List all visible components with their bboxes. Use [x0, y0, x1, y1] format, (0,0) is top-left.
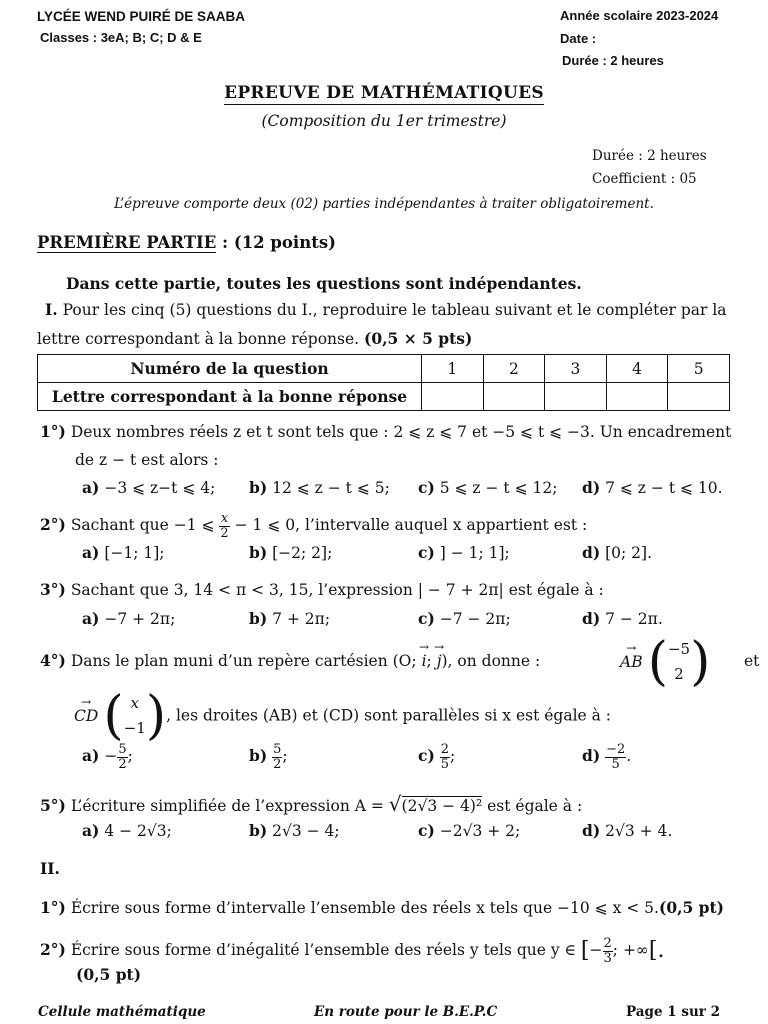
option-letter: c) [418, 746, 435, 766]
fraction-denominator: 5 [440, 756, 449, 772]
part2-q2-number: 2°) [40, 940, 66, 960]
vector-cd-coords [124, 691, 146, 742]
duration-label: Durée : 2 heures [562, 53, 664, 68]
instruction-line2 [37, 330, 472, 349]
table-row [38, 383, 730, 411]
section-label-II: II. [40, 859, 60, 878]
q1-line1 [40, 423, 731, 442]
table-header-question-number: Numéro de la question [38, 355, 422, 383]
q1-text2: de z − t est alors : [75, 451, 219, 469]
section-label-I: I. [45, 300, 58, 319]
q4-line1: 4°) Dans le plan muni d’un repère cartésien (O; → i; → j), on donne : [40, 652, 540, 671]
vector-i: → i [422, 652, 427, 671]
fraction-numerator: x [220, 511, 229, 526]
fraction-denominator: 2 [273, 756, 282, 772]
option-letter: b) [249, 746, 268, 766]
option-letter: c) [418, 543, 435, 562]
date-label: Date : [560, 31, 597, 46]
q5-option-d [582, 821, 672, 840]
fraction-numerator: 2 [440, 742, 449, 757]
fraction-denominator: 2 [118, 756, 127, 772]
q5-text2: est égale à : [487, 797, 583, 815]
option-letter: d) [582, 609, 601, 628]
q3-option-c [418, 609, 511, 628]
q2-line [40, 512, 587, 540]
part2-q1-text: Écrire sous forme d’intervalle l’ensemble des réels x tels que −10 ⩽ x < 5. [70, 899, 659, 917]
vector-cd-x: x [130, 693, 139, 712]
q2-number: 2°) [40, 515, 66, 535]
q2-text-after: − 1 ⩽ 0, l’intervalle auquel x appartient est : [234, 516, 588, 535]
vector-j: → j [437, 652, 442, 671]
interval-fraction [603, 937, 613, 965]
q2-fraction [219, 512, 229, 540]
q4-option-d [582, 743, 631, 771]
option-text: 4 − 2√3; [104, 822, 172, 840]
table-cell-number: 3 [545, 355, 607, 383]
q5-radicand: (2√3 − 4)² [401, 797, 483, 815]
table-cell-answer [668, 383, 730, 411]
classes-label: Classes : 3eA; B; C; D & E [40, 30, 202, 45]
option-letter: b) [249, 478, 268, 497]
option-text: 5 ⩽ z − t ⩽ 12; [439, 479, 558, 497]
q3-option-a [82, 609, 175, 628]
instruction-points: (0,5 × 5 pts) [364, 329, 473, 348]
option-letter: a) [82, 478, 100, 497]
interval-open: [ [580, 937, 590, 963]
option-letter: c) [418, 821, 435, 840]
option-end: ; [450, 747, 456, 766]
school-name: LYCÉE WEND PUIRÉ DE SAABA [37, 9, 246, 24]
q2-text-before: Sachant que −1 ⩽ [70, 516, 215, 535]
interval-close: [. [648, 937, 665, 963]
option-letter: a) [82, 609, 100, 628]
q4-et: et [744, 652, 760, 670]
q1-option-a [82, 478, 215, 497]
option-text: 7 + 2π; [272, 610, 331, 628]
q5-option-b [249, 821, 340, 840]
part2-q2-points: (0,5 pt) [76, 965, 142, 984]
option-end: ; [127, 747, 133, 766]
option-sign: − [104, 747, 118, 766]
q5-option-c [418, 821, 520, 840]
instruction-text1: Pour les cinq (5) questions du I., reproduire le tableau suivant et le compléter par la [62, 301, 727, 319]
fraction-numerator: −2 [606, 742, 626, 757]
part2-q1-line [40, 899, 724, 918]
answer-table [37, 354, 730, 411]
footer-center: En route pour le B.E.P.C [314, 1004, 498, 1020]
q1-number: 1°) [40, 422, 66, 441]
vector-cd: → CD [74, 707, 98, 726]
q3-option-b [249, 609, 330, 628]
table-header-answer-letter: Lettre correspondant à la bonne réponse [38, 383, 422, 411]
option-text: 2√3 − 4; [272, 822, 340, 840]
option-text: −7 − 2π; [439, 610, 511, 628]
option-letter: a) [82, 821, 100, 840]
option-letter: c) [418, 609, 435, 628]
exam-duration: Durée : 2 heures [592, 148, 707, 164]
option-end: . [626, 747, 632, 766]
option-end: ; [282, 747, 288, 766]
option-letter: a) [82, 543, 100, 562]
table-row [38, 355, 730, 383]
exam-subtitle: (Composition du 1er trimestre) [261, 112, 507, 130]
q1-option-b [249, 478, 390, 497]
part1-heading-wrap [37, 233, 336, 252]
q5-number: 5°) [40, 796, 66, 815]
option-text: ] − 1; 1]; [439, 544, 510, 562]
part2-q1-points: (0,5 pt) [658, 898, 725, 917]
q3-line [40, 581, 604, 600]
q5-text1: L’écriture simplifiée de l’expression A = [70, 797, 384, 815]
footer-left: Cellule mathématique [38, 1004, 206, 1020]
option-fraction [440, 743, 450, 771]
table-cell-answer [483, 383, 545, 411]
fraction-numerator: 5 [273, 742, 282, 757]
fraction-denominator: 2 [220, 525, 229, 541]
part1-points: : (12 points) [222, 233, 336, 252]
table-cell-number: 4 [606, 355, 668, 383]
vector-ab-coords [668, 637, 690, 688]
q3-option-d [582, 609, 663, 628]
option-text: 2√3 + 4. [605, 822, 673, 840]
footer-right: Page 1 sur 2 [626, 1004, 720, 1020]
option-text: [−1; 1]; [104, 544, 165, 562]
exam-coefficient: Coefficient : 05 [592, 171, 697, 187]
q2-option-b [249, 543, 332, 562]
q5-line: 5°) L’écriture simplifiée de l’expression A = √(2√3 − 4)² est égale à : [40, 792, 583, 816]
q3-number: 3°) [40, 580, 66, 599]
q4-option-c [418, 743, 455, 771]
interval-minus: − [589, 941, 603, 960]
option-text: 12 ⩽ z − t ⩽ 5; [272, 479, 390, 497]
option-text: −3 ⩽ z−t ⩽ 4; [104, 479, 216, 497]
q4-text3: , les droites (AB) et (CD) sont parallèles si x est égale à : [166, 706, 612, 725]
option-letter: c) [418, 478, 435, 497]
table-cell-number: 1 [422, 355, 484, 383]
vector-ab-block: → AB (−5 2 ) [620, 636, 710, 688]
option-fraction [272, 743, 282, 771]
option-text: −2√3 + 2; [439, 822, 521, 840]
q1-option-d [582, 478, 723, 497]
part1-heading: PREMIÈRE PARTIE [37, 233, 217, 252]
q2-option-c [418, 543, 510, 562]
vector-cd-y: −1 [123, 719, 146, 737]
option-text: 7 − 2π. [605, 610, 663, 628]
option-letter: d) [582, 821, 601, 840]
school-year: Année scolaire 2023-2024 [560, 8, 719, 23]
option-text: −7 + 2π; [104, 610, 176, 628]
option-letter: b) [249, 609, 268, 628]
part2-q2-text: Écrire sous forme d’inégalité l’ensemble des réels y tels que y ∈ [70, 941, 576, 960]
part2-q1-number: 1°) [40, 898, 66, 917]
instruction-line1 [45, 301, 727, 320]
q4-option-a [82, 743, 133, 771]
table-cell-number: 5 [668, 355, 730, 383]
q4-number: 4°) [40, 651, 66, 670]
table-cell-answer [545, 383, 607, 411]
option-letter: b) [249, 543, 268, 562]
part1-intro: Dans cette partie, toutes les questions sont indépendantes. [66, 274, 582, 293]
q1-option-c [418, 478, 557, 497]
part2-q2-line [40, 937, 664, 965]
q2-option-a [82, 543, 165, 562]
interval-rest: ; +∞ [612, 941, 649, 960]
vector-ab: → AB [620, 653, 643, 672]
option-letter: d) [582, 478, 601, 497]
q4-option-b [249, 743, 288, 771]
exam-title-wrap [0, 83, 768, 103]
option-fraction [117, 743, 127, 771]
option-text: [0; 2]. [605, 544, 653, 562]
option-letter: a) [82, 746, 100, 766]
fraction-denominator: 5 [611, 756, 620, 772]
table-cell-number: 2 [483, 355, 545, 383]
table-cell-answer [606, 383, 668, 411]
option-letter: b) [249, 821, 268, 840]
q4-text2: ), on donne : [441, 652, 541, 670]
vector-ab-x: −5 [667, 639, 691, 658]
table-cell-answer [422, 383, 484, 411]
q3-text: Sachant que 3, 14 < π < 3, 15, l’expression | − 7 + 2π| est égale à : [70, 581, 604, 599]
q5-option-a [82, 821, 172, 840]
q4-text1: Dans le plan muni d’un repère cartésien (O; [70, 652, 417, 670]
option-text: [−2; 2]; [272, 544, 333, 562]
exam-note: L’épreuve comporte deux (02) parties indépendantes à traiter obligatoirement. [114, 196, 654, 212]
instruction-text2: lettre correspondant à la bonne réponse. [37, 330, 360, 348]
option-fraction [605, 743, 626, 771]
exam-title: EPREUVE DE MATHÉMATIQUES [224, 83, 544, 103]
option-letter: d) [582, 543, 601, 562]
vector-ab-y: 2 [674, 665, 684, 683]
fraction-numerator: 2 [603, 936, 612, 951]
option-letter: d) [582, 746, 601, 766]
fraction-numerator: 5 [118, 742, 127, 757]
option-text: 7 ⩽ z − t ⩽ 10. [605, 479, 723, 497]
fraction-denominator: 3 [603, 950, 612, 966]
q1-text1: Deux nombres réels z et t sont tels que : 2 ⩽ z ⩽ 7 et −5 ⩽ t ⩽ −3. Un encadrement [70, 423, 732, 441]
vector-cd-block: → CD ( x −1), les droites (AB) et (CD) sont parallèles si x est égale à : [74, 690, 611, 742]
q2-option-d [582, 543, 652, 562]
